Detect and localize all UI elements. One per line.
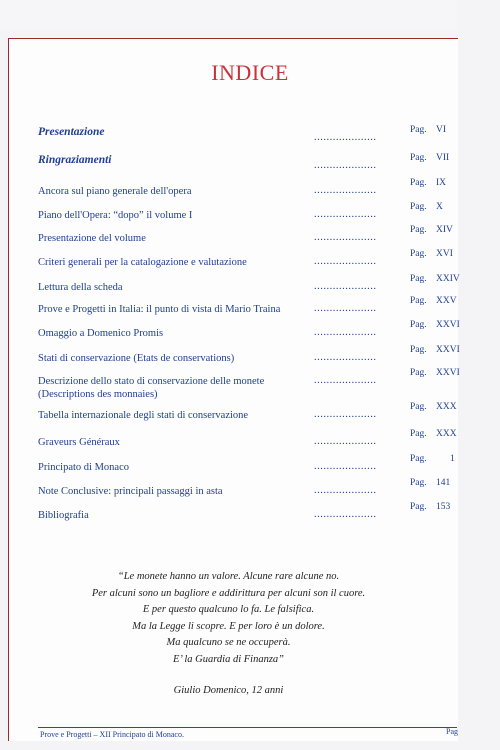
toc-entry-label: Note Conclusive: principali passaggi in asta — [38, 486, 223, 497]
poem-line: E’ la Guardia di Finanza” — [172, 653, 285, 665]
toc-entry-label: Tabella internazionale degli stati di conservazione — [38, 410, 249, 421]
toc-entry-page-number: XXX — [436, 429, 457, 439]
toc-entry-page-number: XVI — [436, 249, 453, 259]
toc-entry-pag-label: Pag. — [410, 249, 427, 259]
toc-entry-leader: .................... — [314, 209, 377, 220]
toc-entry-label: Criteri generali per la catalogazione e valutazione — [38, 257, 247, 268]
toc-entry-leader: .................... — [314, 485, 377, 496]
toc-entry-page-number: VII — [436, 153, 450, 163]
toc-entry-pag-label: Pag. — [410, 202, 427, 212]
toc-entry-pag-label: Pag. — [410, 502, 427, 512]
toc-entry-leader: .................... — [314, 303, 377, 314]
toc-entry-pag-label: Pag. — [410, 320, 427, 330]
toc-entry-label: Graveurs Généraux — [38, 437, 120, 448]
toc-entry-leader: .................... — [314, 327, 377, 338]
toc-entry-page-number: XXX — [436, 402, 457, 412]
footer-divider — [38, 727, 457, 728]
toc-entry-label: Presentazione — [38, 126, 105, 138]
poem-line: Ma la Legge li scopre. E per loro è un dolore. — [132, 620, 325, 632]
toc-entry-pag-label: Pag. — [410, 178, 427, 188]
toc-entry-leader: .................... — [314, 185, 377, 196]
toc-entry-label: Omaggio a Domenico Promis — [38, 328, 164, 339]
toc-entry-pag-label: Pag. — [410, 368, 427, 378]
toc-entry-pag-label: Pag. — [410, 225, 427, 235]
toc-entry-label: Stati di conservazione (Etats de conservations) — [38, 353, 235, 364]
toc-entry-label: Lettura della scheda — [38, 282, 123, 293]
toc-entry-page-number: XXVI — [436, 368, 460, 378]
toc-entry-leader: .................... — [314, 409, 377, 420]
toc-entry-leader: .................... — [314, 352, 377, 363]
toc-entry-pag-label: Pag. — [410, 296, 427, 306]
toc-entry-page-number: XXVI — [436, 345, 460, 355]
toc-entry-label: Descrizione dello stato di conservazione delle monete — [38, 376, 265, 387]
toc-entry-label: Prove e Progetti in Italia: il punto di vista di Mario Traina — [38, 304, 281, 315]
toc-entry-pag-label: Pag. — [410, 153, 427, 163]
toc-entry-leader: .................... — [314, 509, 377, 520]
toc-entry-page-number: X — [436, 202, 443, 212]
poem-author: Giulio Domenico, 12 anni — [173, 685, 284, 696]
toc-entry-page-number: 1 — [450, 454, 455, 464]
toc-entry-leader: .................... — [314, 160, 377, 171]
toc-entry-leader: .................... — [314, 436, 377, 447]
poem — [0, 569, 457, 668]
toc-entry-pag-label: Pag. — [410, 274, 427, 284]
poem-line: Ma qualcuno se ne occuperà. — [166, 637, 291, 648]
toc-entry-label: Ancora sul piano generale dell'opera — [38, 186, 192, 197]
toc-entry-pag-label: Pag. — [410, 429, 427, 439]
toc-entry-label: Piano dell'Opera: “dopo” il volume I — [38, 210, 193, 221]
toc-entry-pag-label: Pag. — [410, 345, 427, 355]
toc-entry-page-number: XIV — [436, 225, 453, 235]
toc-entry-label: Bibliografia — [38, 510, 89, 521]
toc-entry-leader: .................... — [314, 132, 377, 143]
toc-entry-page-number: 141 — [436, 478, 451, 488]
toc-entry-pag-label: Pag. — [410, 454, 427, 464]
toc-entry-page-number: VI — [436, 125, 447, 135]
toc-entry-label: Ringraziamenti — [38, 154, 112, 166]
poem-line: E per questo qualcuno lo fa. Le falsifica. — [142, 604, 315, 615]
toc-entry-label-continued: (Descriptions des monnaies) — [38, 389, 158, 400]
toc-entry-pag-label: Pag. — [410, 402, 427, 412]
toc-entry-leader: .................... — [314, 281, 377, 292]
toc-entry-leader: .................... — [314, 375, 377, 386]
toc-entry-pag-label: Pag. — [410, 125, 427, 135]
footer-text: Prove e Progetti – XII Principato di Monaco. — [40, 730, 184, 739]
footer-page: Pag — [446, 727, 458, 736]
toc-entry-pag-label: Pag. — [410, 478, 427, 488]
toc-entry-page-number: IX — [436, 178, 447, 188]
toc-entry-leader: .................... — [314, 256, 377, 267]
page-title: INDICE — [211, 60, 289, 85]
toc-entry-label: Presentazione del volume — [38, 233, 146, 244]
toc-entry-page-number: XXV — [436, 296, 457, 306]
poem-line: “Le monete hanno un valore. Alcune rare alcune no. — [117, 571, 340, 582]
toc-entry-page-number: 153 — [436, 502, 451, 512]
toc-entry-label: Principato di Monaco — [38, 462, 129, 473]
poem-line: Per alcuni sono un bagliore e addirittura per alcuni son il cuore. — [91, 587, 366, 599]
binder-edge — [0, 0, 457, 30]
toc-entry-page-number: XXVI — [436, 320, 460, 330]
toc-entry-page-number: XXIV — [436, 274, 460, 284]
toc-entry-leader: .................... — [314, 461, 377, 472]
toc-entry-leader: .................... — [314, 232, 377, 243]
